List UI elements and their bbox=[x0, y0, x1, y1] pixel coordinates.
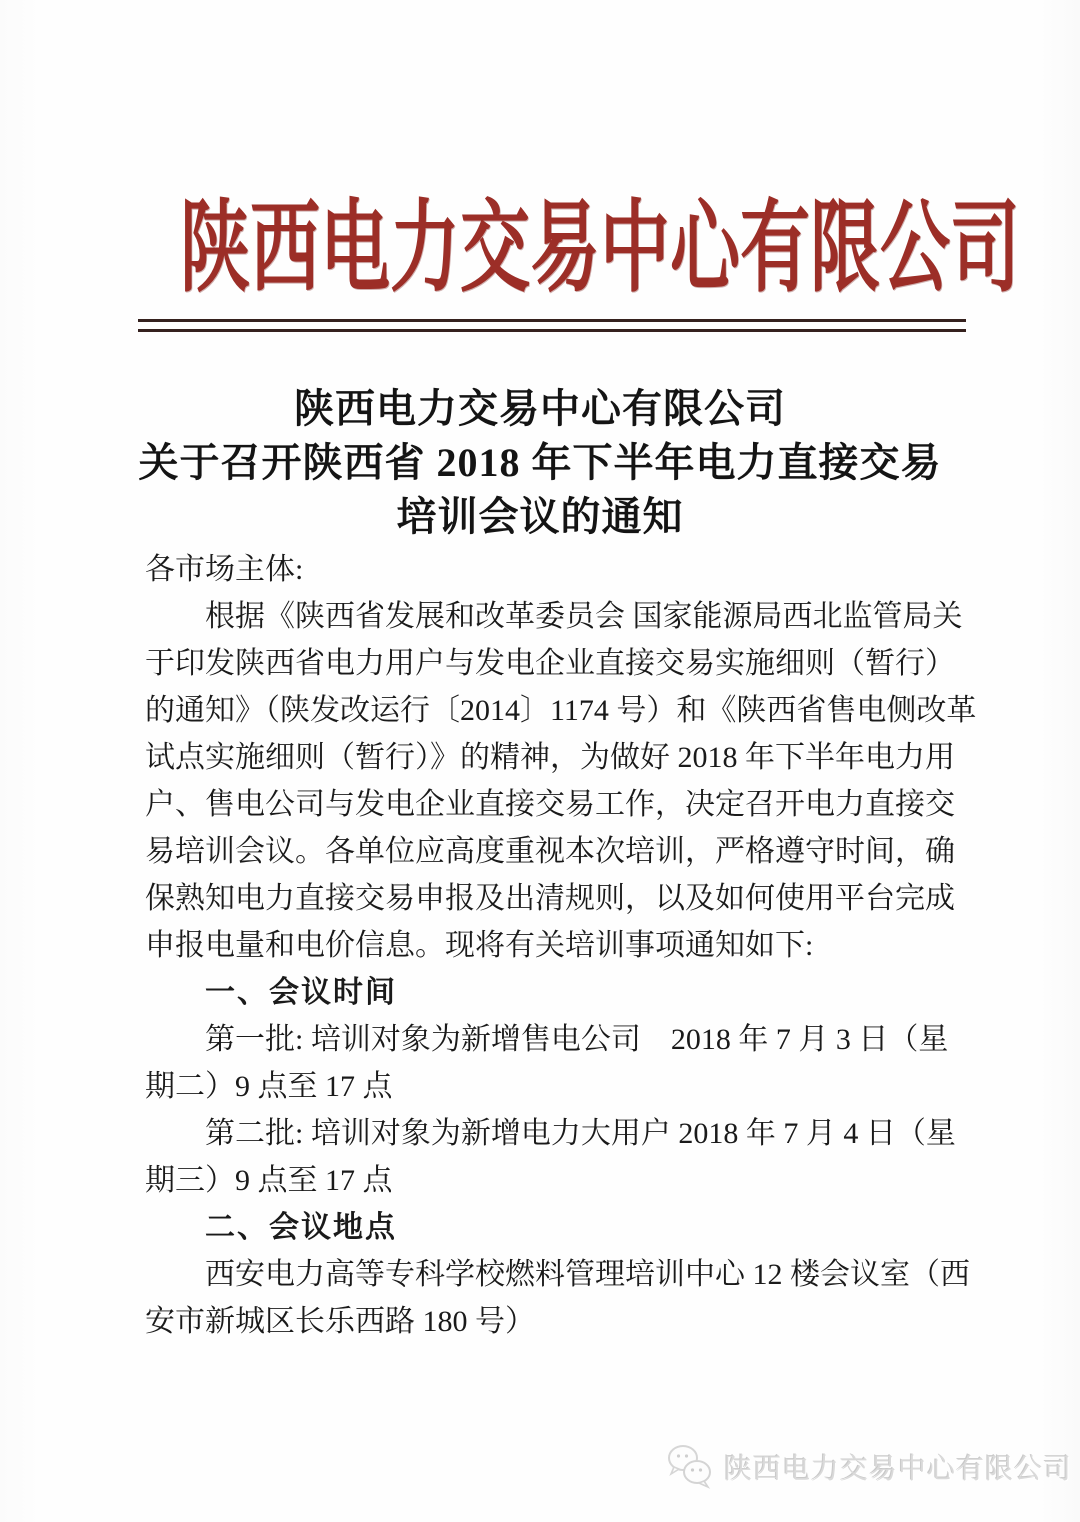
footer-watermark bbox=[664, 1441, 1072, 1493]
body-line: 根据《陕西省发展和改革委员会 国家能源局西北监管局关 bbox=[205, 600, 963, 633]
title-line-2: 关于召开陕西省 2018 年下半年电力直接交易 bbox=[138, 440, 942, 485]
body-line: 户、售电公司与发电企业直接交易工作，决定召开电力直接交 bbox=[145, 788, 955, 821]
body-line: 期三）9 点至 17 点 bbox=[145, 1164, 393, 1197]
title-line-3: 培训会议的通知 bbox=[396, 494, 684, 539]
wechat-icon bbox=[664, 1441, 716, 1493]
body-line: 第二批: 培训对象为新增电力大用户 2018 年 7 月 4 日（星 bbox=[205, 1117, 956, 1150]
body-line: 第一批: 培训对象为新增售电公司 2018 年 7 月 3 日（星 bbox=[205, 1023, 949, 1056]
body-line: 期二）9 点至 17 点 bbox=[145, 1070, 393, 1103]
body-line: 的通知》（陕发改运行〔2014〕1174 号）和《陕西省售电侧改革 bbox=[145, 694, 977, 727]
letterhead bbox=[0, 193, 1080, 304]
body-line: 易培训会议。各单位应高度重视本次培训，严格遵守时间，确 bbox=[145, 835, 955, 868]
document-title bbox=[0, 382, 1080, 544]
section-heading-meeting-place: 二、会议地点 bbox=[205, 1211, 397, 1244]
section-heading-meeting-time: 一、会议时间 bbox=[205, 976, 397, 1009]
watermark-company-name: 陕西电力交易中心有限公司 bbox=[724, 1453, 1073, 1484]
body-line: 申报电量和电价信息。现将有关培训事项通知如下: bbox=[145, 929, 814, 962]
document-body bbox=[145, 546, 977, 1345]
body-line: 保熟知电力直接交易申报及出清规则，以及如何使用平台完成 bbox=[145, 882, 955, 915]
body-line: 安市新城区长乐西路 180 号） bbox=[145, 1305, 535, 1338]
letterhead-company-name: 陕西电力交易中心有限公司 bbox=[180, 193, 1020, 304]
title-line-1: 陕西电力交易中心有限公司 bbox=[294, 386, 786, 431]
salutation: 各市场主体: bbox=[145, 553, 304, 586]
body-line: 西安电力高等专科学校燃料管理培训中心 12 楼会议室（西 bbox=[205, 1258, 970, 1291]
letterhead-double-rule bbox=[138, 319, 966, 332]
body-line: 于印发陕西省电力用户与发电企业直接交易实施细则（暂行） bbox=[145, 647, 955, 680]
body-line: 试点实施细则（暂行）》的精神，为做好 2018 年下半年电力用 bbox=[145, 741, 955, 774]
